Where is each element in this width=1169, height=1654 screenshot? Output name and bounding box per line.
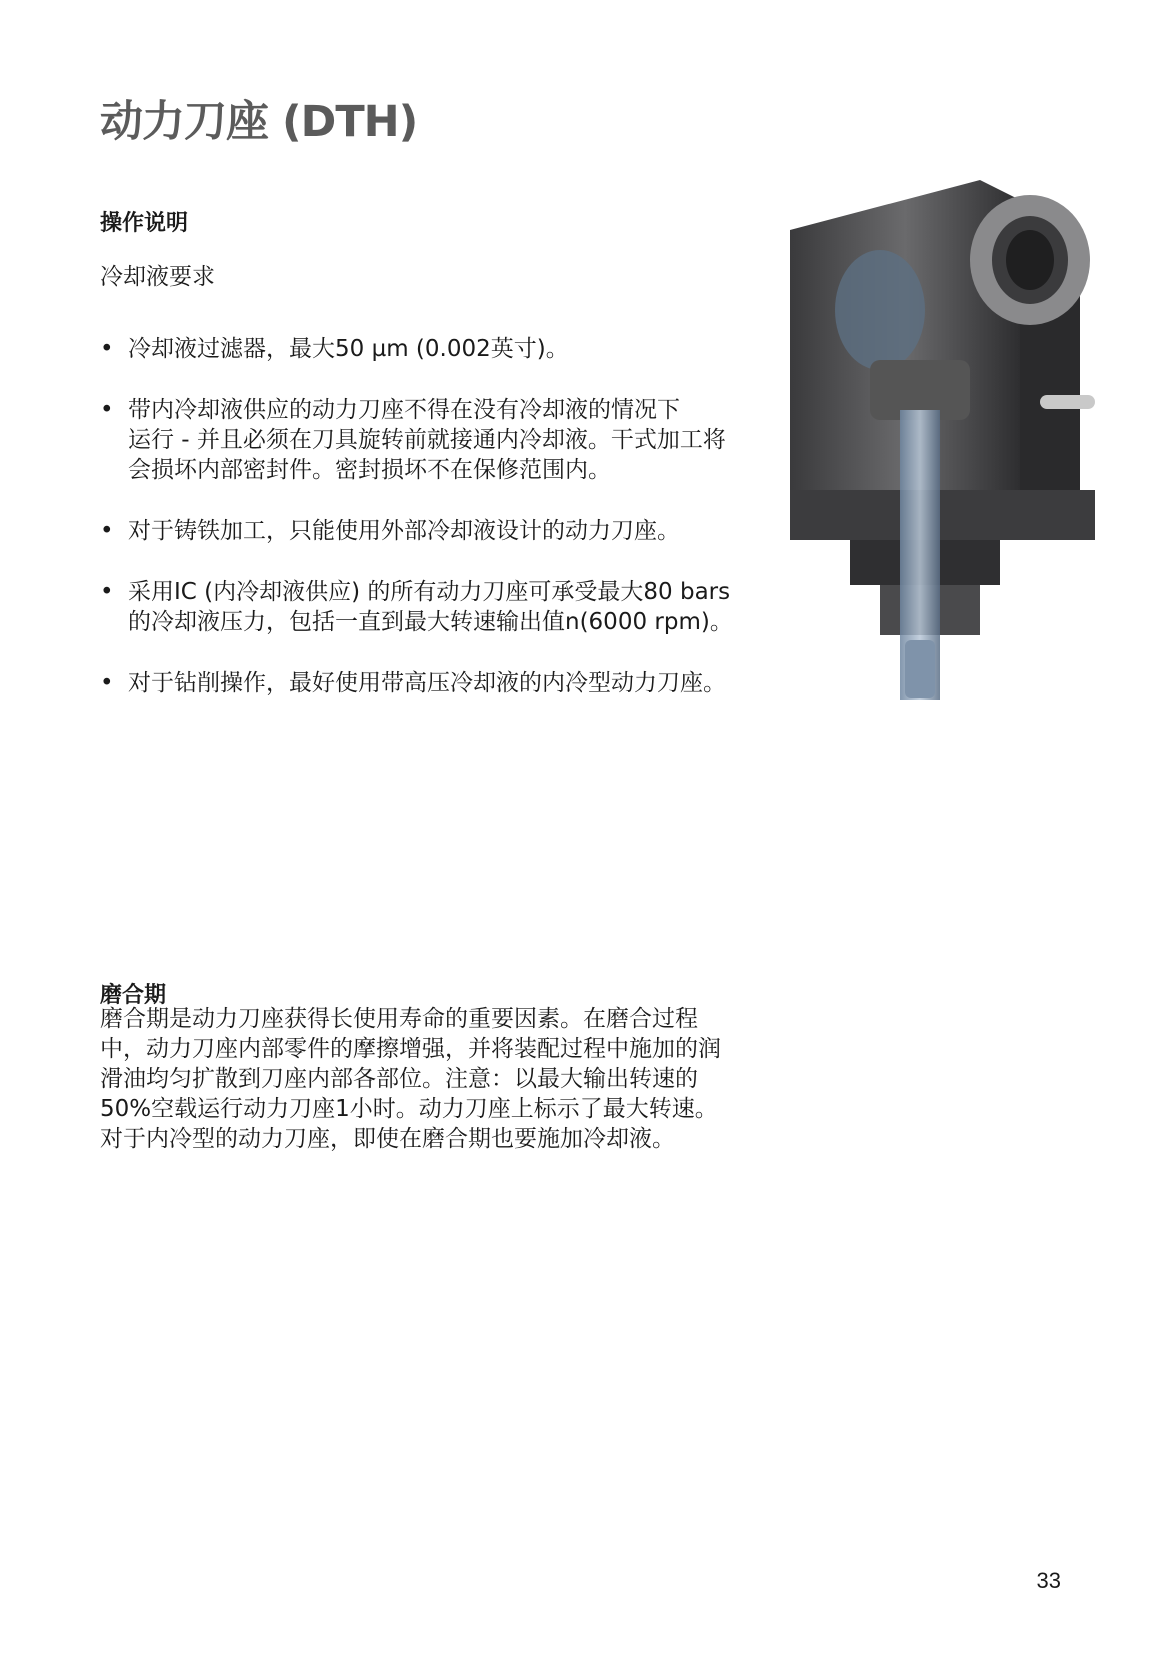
page-title: 动力刀座 (DTH) (100, 97, 418, 147)
list-item-text: 对于铸铁加工，只能使用外部冷却液设计的动力刀座。 (128, 518, 680, 544)
section-heading-operation: 操作说明 (100, 211, 189, 236)
list-item-text: 运行 - 并且必须在刀具旋转前就接通内冷却液。干式加工将 (128, 427, 726, 453)
list-item-text: 带内冷却液供应的动力刀座不得在没有冷却液的情况下 (128, 397, 680, 423)
list-item: • 冷却液过滤器，最大50 µm (0.002英寸)。 (100, 334, 800, 364)
subheading-coolant: 冷却液要求 (100, 264, 215, 290)
run-in-paragraph (100, 1004, 721, 1154)
list-item-text: 采用IC (内冷却液供应) 的所有动力刀座可承受最大80 bars (128, 579, 731, 605)
paragraph-line: 对于内冷型的动力刀座，即使在磨合期也要施加冷却液。 (100, 1126, 675, 1152)
section-heading-run-in: 磨合期 (100, 983, 167, 1008)
list-item-text: 会损坏内部密封件。密封损坏不在保修范围内。 (128, 457, 611, 483)
paragraph-line: 滑油均匀扩散到刀座内部各部位。注意：以最大输出转速的 (100, 1066, 698, 1092)
paragraph-line: 50%空载运行动力刀座1小时。动力刀座上标示了最大转速。 (100, 1096, 718, 1122)
driven-tool-holder-image (790, 140, 1160, 740)
list-item: • 对于钻削操作，最好使用带高压冷却液的内冷型动力刀座。 (100, 668, 800, 698)
page-number: 33 (1036, 1568, 1061, 1593)
list-item: • 采用IC (内冷却液供应) 的所有动力刀座可承受最大80 bars 的冷却液压力，包括一直到最大转速输出值n(6000 rpm)。 (100, 577, 800, 637)
paragraph-line: 磨合期是动力刀座获得长使用寿命的重要因素。在磨合过程 (100, 1006, 698, 1032)
paragraph-line: 中，动力刀座内部零件的摩擦增强，并将装配过程中施加的润 (100, 1036, 721, 1062)
list-item-text: 的冷却液压力，包括一直到最大转速输出值n(6000 rpm)。 (128, 609, 733, 635)
list-item-text: 对于钻削操作，最好使用带高压冷却液的内冷型动力刀座。 (128, 670, 726, 696)
list-item: • 对于铸铁加工，只能使用外部冷却液设计的动力刀座。 (100, 516, 800, 546)
list-item-text: 冷却液过滤器，最大50 µm (0.002英寸)。 (128, 336, 569, 362)
list-item: • 带内冷却液供应的动力刀座不得在没有冷却液的情况下 运行 - 并且必须在刀具旋转前就接通内冷却液。干式加工将 会损坏内部密封件。密封损坏不在保修范围内。 (100, 395, 800, 485)
coolant-requirements-list (100, 334, 800, 729)
